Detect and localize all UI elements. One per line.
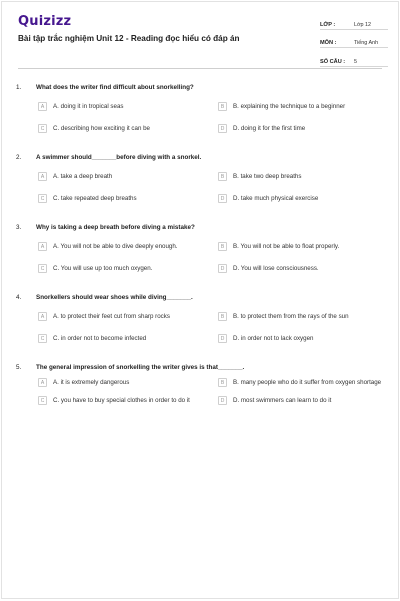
option-letter-box: A — [38, 312, 47, 321]
option-letter-box: C — [38, 194, 47, 203]
option-letter-box: D — [218, 264, 227, 273]
option-text: C. you have to buy special clothes in order to do it — [53, 396, 190, 404]
option-text: C. describing how exciting it can be — [53, 124, 150, 132]
option-a[interactable] — [38, 172, 218, 181]
option-text: D. in order not to lack oxygen — [233, 334, 314, 342]
question-number: 2. — [16, 153, 22, 161]
meta-label: SỐ CÂU : — [320, 58, 346, 65]
option-c[interactable] — [38, 396, 218, 405]
option-text: B. take two deep breaths — [233, 172, 302, 180]
option-d[interactable] — [218, 194, 398, 203]
option-text: A. to protect their feet cut from sharp rocks — [53, 312, 170, 320]
question-text: The general impression of snorkelling the writer gives is that_______. — [36, 363, 245, 371]
option-b[interactable] — [218, 242, 398, 251]
question-number: 1. — [16, 83, 22, 91]
question-5 — [2, 362, 398, 432]
option-b[interactable] — [218, 312, 398, 321]
meta-label: LỚP : — [320, 21, 336, 28]
worksheet-meta — [320, 14, 388, 70]
option-letter-box: A — [38, 242, 47, 251]
option-a[interactable] — [38, 378, 218, 387]
option-a[interactable] — [38, 102, 218, 111]
option-a[interactable] — [38, 242, 218, 251]
option-d[interactable] — [218, 334, 398, 343]
option-text: A. doing it in tropical seas — [53, 102, 124, 110]
meta-value: 5 — [354, 58, 357, 65]
option-letter-box: D — [218, 194, 227, 203]
meta-value: Lớp 12 — [354, 21, 372, 28]
option-text: A. it is extremely dangerous — [53, 378, 130, 386]
option-letter-box: D — [218, 334, 227, 343]
option-c[interactable] — [38, 334, 218, 343]
worksheet-page — [1, 1, 399, 599]
question-number: 4. — [16, 293, 22, 301]
option-text: C. take repeated deep breaths — [53, 194, 137, 202]
option-text: D. take much physical exercise — [233, 194, 319, 202]
quizizz-logo: Quizizz — [18, 14, 72, 29]
option-letter-box: B — [218, 378, 227, 387]
question-2 — [2, 152, 398, 222]
question-text: A swimmer should_______before diving with a snorkel. — [36, 153, 202, 161]
option-letter-box: B — [218, 312, 227, 321]
option-letter-box: D — [218, 396, 227, 405]
option-letter-box: C — [38, 334, 47, 343]
option-c[interactable] — [38, 264, 218, 273]
worksheet-title: Bài tập trắc nghiệm Unit 12 - Reading đọc hiểu có đáp án — [18, 34, 240, 43]
option-letter-box: D — [218, 124, 227, 133]
option-b[interactable] — [218, 378, 398, 387]
question-text: Snorkellers should wear shoes while diving_______. — [36, 293, 193, 301]
option-d[interactable] — [218, 264, 398, 273]
question-number: 5. — [16, 363, 22, 371]
meta-row-count — [320, 51, 388, 67]
option-text: B. to protect them from the rays of the sun — [233, 312, 349, 320]
option-d[interactable] — [218, 396, 398, 405]
option-letter-box: B — [218, 102, 227, 111]
option-letter-box: A — [38, 378, 47, 387]
question-text: What does the writer find difficult about snorkelling? — [36, 83, 194, 91]
meta-row-class — [320, 14, 388, 30]
option-text: C. You will use up too much oxygen. — [53, 264, 153, 272]
option-letter-box: B — [218, 172, 227, 181]
option-d[interactable] — [218, 124, 398, 133]
option-b[interactable] — [218, 172, 398, 181]
option-text: D. most swimmers can learn to do it — [233, 396, 332, 404]
worksheet-header — [2, 2, 398, 68]
option-text: C. in order not to become infected — [53, 334, 147, 342]
option-c[interactable] — [38, 124, 218, 133]
option-text: A. You will not be able to dive deeply enough. — [53, 242, 178, 250]
option-letter-box: C — [38, 396, 47, 405]
option-letter-box: A — [38, 102, 47, 111]
meta-value: Tiếng Anh — [354, 40, 379, 46]
option-letter-box: C — [38, 124, 47, 133]
meta-row-subject — [320, 33, 388, 49]
question-number: 3. — [16, 223, 22, 231]
header-divider — [18, 68, 382, 69]
option-text: A. take a deep breath — [53, 172, 113, 180]
meta-label: MÔN : — [320, 40, 337, 46]
question-1 — [2, 82, 398, 152]
option-text: B. many people who do it suffer from oxygen shortage — [233, 378, 382, 386]
option-text: B. explaining the technique to a beginner — [233, 102, 346, 110]
option-letter-box: B — [218, 242, 227, 251]
option-letter-box: A — [38, 172, 47, 181]
question-3 — [2, 222, 398, 292]
option-letter-box: C — [38, 264, 47, 273]
option-a[interactable] — [38, 312, 218, 321]
question-4 — [2, 292, 398, 362]
option-text: D. You will lose consciousness. — [233, 264, 319, 272]
option-text: D. doing it for the first time — [233, 124, 306, 132]
option-text: B. You will not be able to float properly. — [233, 242, 340, 250]
question-text: Why is taking a deep breath before diving a mistake? — [36, 223, 195, 231]
question-list — [2, 82, 398, 432]
option-c[interactable] — [38, 194, 218, 203]
option-b[interactable] — [218, 102, 398, 111]
